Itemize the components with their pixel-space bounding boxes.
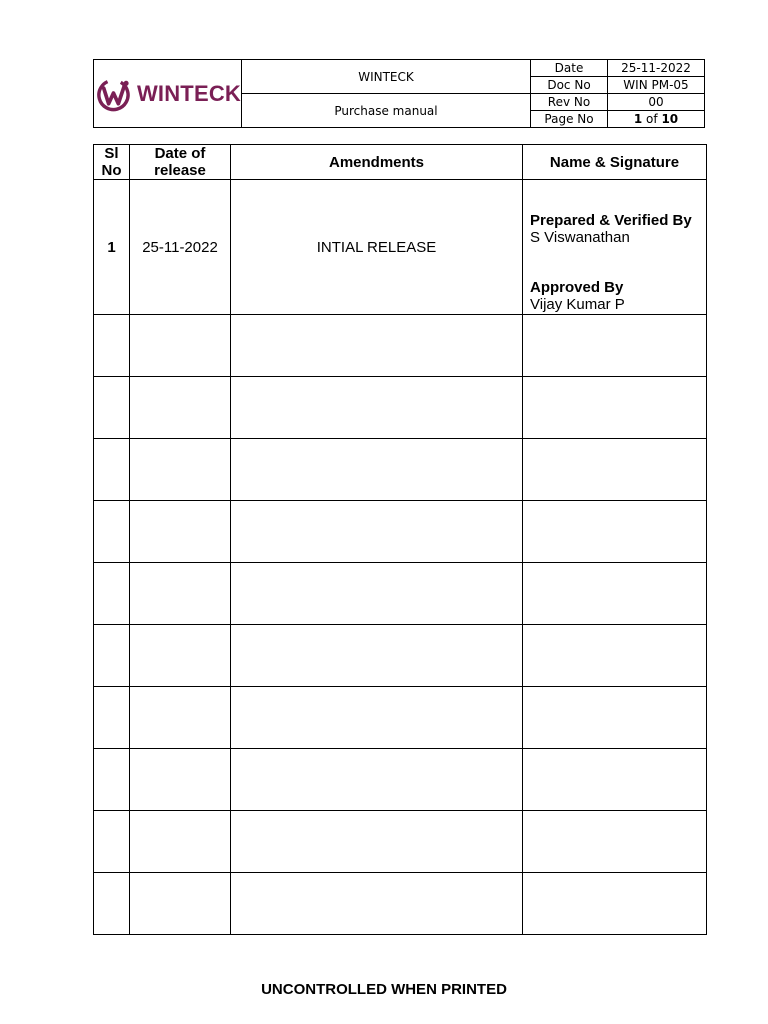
meta-value-doc-no: WIN PM-05	[608, 77, 705, 94]
empty-cell	[130, 873, 231, 935]
empty-cell	[523, 439, 707, 501]
empty-cell	[523, 501, 707, 563]
document-title: Purchase manual	[242, 94, 531, 128]
amendments-table	[93, 144, 707, 935]
empty-cell	[523, 687, 707, 749]
prepared-by-label: Prepared & Verified By	[530, 212, 692, 229]
meta-label: Date	[531, 60, 608, 77]
meta-label: Doc No	[531, 77, 608, 94]
logo-wordmark: WINTECK	[136, 80, 241, 106]
release-date-cell: 25-11-2022	[130, 180, 231, 315]
empty-cell	[94, 811, 130, 873]
empty-cell	[231, 439, 523, 501]
empty-cell	[130, 625, 231, 687]
empty-cell	[130, 563, 231, 625]
table-row	[94, 315, 707, 377]
column-header-amendments: Amendments	[231, 145, 523, 180]
empty-cell	[130, 749, 231, 811]
table-row	[94, 625, 707, 687]
prepared-by-name: S Viswanathan	[530, 229, 630, 246]
empty-cell	[523, 811, 707, 873]
table-row	[94, 749, 707, 811]
meta-label: Rev No	[531, 94, 608, 111]
empty-cell	[130, 687, 231, 749]
empty-cell	[94, 377, 130, 439]
empty-cell	[523, 873, 707, 935]
empty-cell	[231, 377, 523, 439]
table-row	[94, 873, 707, 935]
approved-by-name: Vijay Kumar P	[530, 296, 625, 313]
empty-cell	[231, 563, 523, 625]
empty-cell	[231, 811, 523, 873]
table-row	[94, 180, 707, 315]
column-header-signature: Name & Signature	[523, 145, 707, 180]
empty-cell	[130, 439, 231, 501]
empty-cell	[231, 687, 523, 749]
empty-cell	[130, 501, 231, 563]
empty-cell	[94, 687, 130, 749]
column-header-date: Date of release	[130, 145, 231, 180]
sl-no-cell: 1	[94, 180, 130, 315]
approved-by-label: Approved By	[530, 279, 624, 296]
table-header-row	[94, 145, 707, 180]
empty-cell	[94, 563, 130, 625]
empty-cell	[523, 315, 707, 377]
company-name: WINTECK	[242, 60, 531, 94]
empty-cell	[231, 625, 523, 687]
meta-label: Page No	[531, 111, 608, 128]
empty-cell	[130, 315, 231, 377]
table-row	[94, 811, 707, 873]
signature-cell	[523, 180, 707, 315]
empty-cell	[523, 377, 707, 439]
page-number: 1 of 10	[608, 111, 705, 128]
table-row	[94, 439, 707, 501]
empty-cell	[94, 501, 130, 563]
empty-cell	[523, 625, 707, 687]
table-row	[94, 377, 707, 439]
document-header	[93, 59, 705, 128]
table-row	[94, 501, 707, 563]
company-logo	[94, 60, 242, 128]
column-header-sl-no: Sl No	[94, 145, 130, 180]
empty-cell	[94, 873, 130, 935]
winteck-logo-icon	[94, 74, 133, 114]
empty-cell	[231, 873, 523, 935]
table-row	[94, 687, 707, 749]
empty-cell	[523, 749, 707, 811]
empty-cell	[231, 749, 523, 811]
meta-value-date: 25-11-2022	[608, 60, 705, 77]
empty-cell	[94, 625, 130, 687]
meta-value-rev-no: 00	[608, 94, 705, 111]
amendment-cell: INTIAL RELEASE	[231, 180, 523, 315]
table-row	[94, 563, 707, 625]
empty-cell	[130, 377, 231, 439]
empty-cell	[94, 439, 130, 501]
uncontrolled-notice: UNCONTROLLED WHEN PRINTED	[261, 981, 507, 998]
empty-cell	[231, 315, 523, 377]
empty-cell	[231, 501, 523, 563]
empty-cell	[523, 563, 707, 625]
empty-cell	[94, 315, 130, 377]
empty-cell	[130, 811, 231, 873]
empty-cell	[94, 749, 130, 811]
